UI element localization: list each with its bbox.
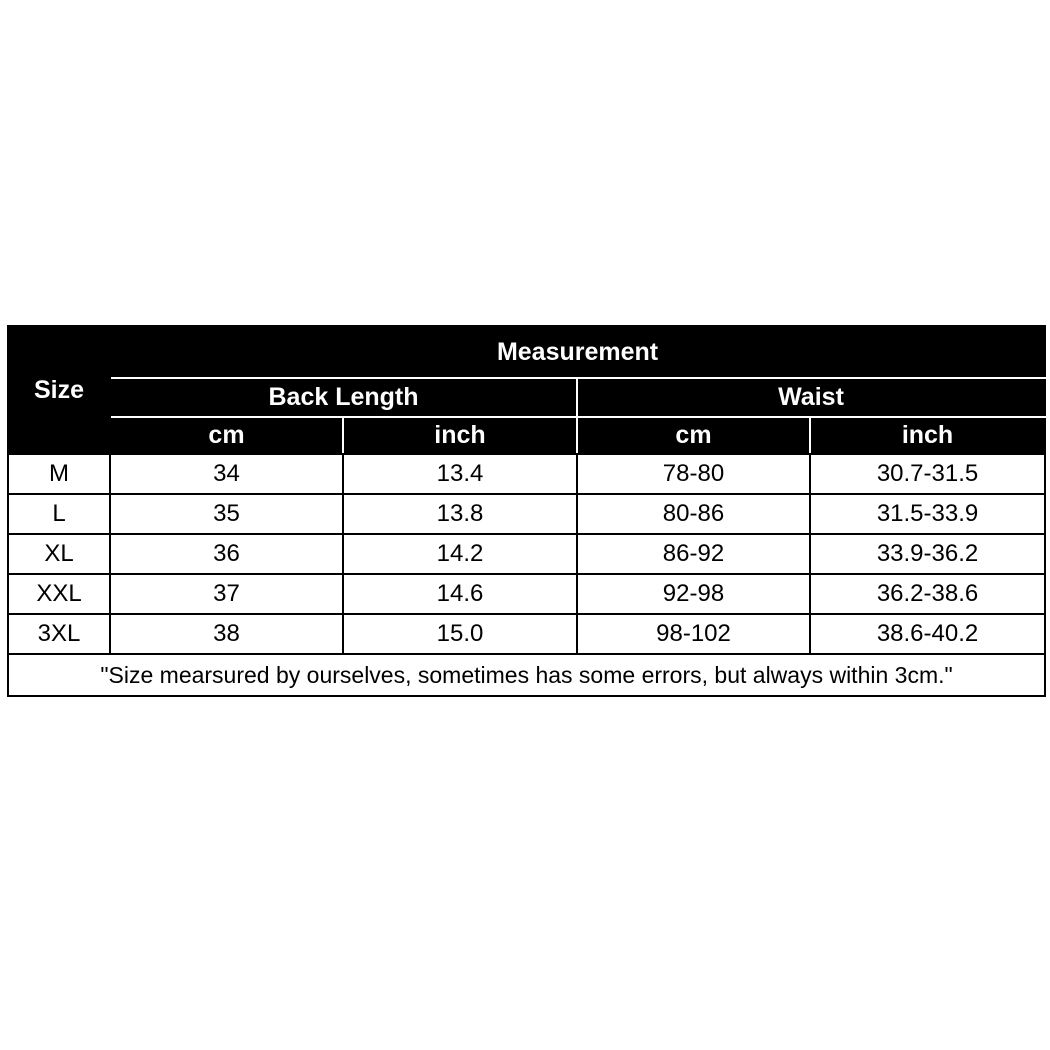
measurement-header: Measurement (110, 326, 1045, 378)
value-cell: 36.2-38.6 (810, 574, 1045, 614)
value-cell: 37 (110, 574, 343, 614)
value-cell: 34 (110, 454, 343, 494)
unit-header-waist-cm: cm (577, 417, 810, 454)
size-cell: XXL (8, 574, 110, 614)
value-cell: 13.4 (343, 454, 577, 494)
value-cell: 31.5-33.9 (810, 494, 1045, 534)
value-cell: 14.6 (343, 574, 577, 614)
value-cell: 14.2 (343, 534, 577, 574)
value-cell: 38.6-40.2 (810, 614, 1045, 654)
value-cell: 36 (110, 534, 343, 574)
size-cell: M (8, 454, 110, 494)
unit-header-back-cm: cm (110, 417, 343, 454)
value-cell: 33.9-36.2 (810, 534, 1045, 574)
table-row (8, 574, 1045, 614)
unit-header-waist-inch: inch (810, 417, 1045, 454)
value-cell: 86-92 (577, 534, 810, 574)
waist-header: Waist (577, 378, 1045, 417)
value-cell: 38 (110, 614, 343, 654)
value-cell: 80-86 (577, 494, 810, 534)
size-cell: 3XL (8, 614, 110, 654)
value-cell: 35 (110, 494, 343, 534)
size-chart-table (7, 325, 1046, 697)
table-row (8, 454, 1045, 494)
value-cell: 30.7-31.5 (810, 454, 1045, 494)
size-header: Size (8, 326, 110, 454)
table-row (8, 614, 1045, 654)
value-cell: 92-98 (577, 574, 810, 614)
back-length-header: Back Length (110, 378, 577, 417)
size-cell: XL (8, 534, 110, 574)
unit-header-back-inch: inch (343, 417, 577, 454)
table-row (8, 534, 1045, 574)
value-cell: 15.0 (343, 614, 577, 654)
size-cell: L (8, 494, 110, 534)
size-note: "Size mearsured by ourselves, sometimes has some errors, but always within 3cm." (8, 654, 1045, 696)
value-cell: 78-80 (577, 454, 810, 494)
value-cell: 98-102 (577, 614, 810, 654)
table-row (8, 494, 1045, 534)
value-cell: 13.8 (343, 494, 577, 534)
